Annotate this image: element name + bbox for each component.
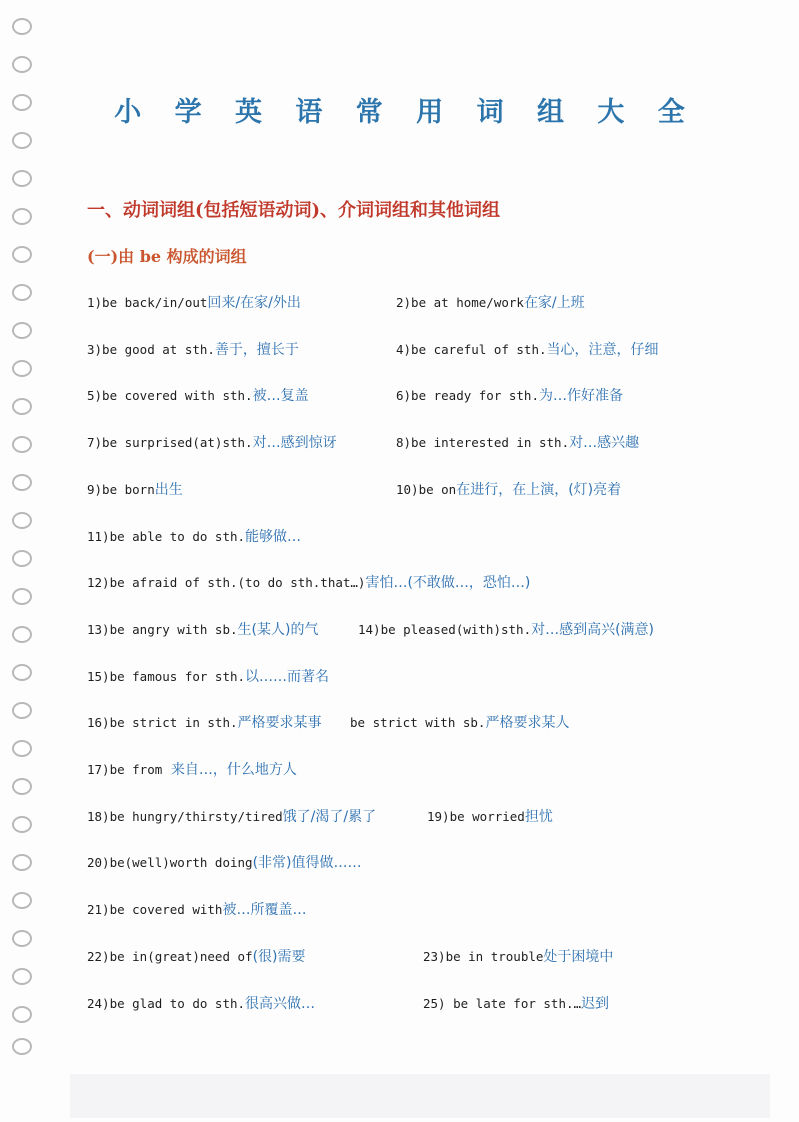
phrase-english: 15)be famous for sth.	[87, 669, 246, 684]
binding-ring	[12, 246, 32, 263]
phrase-chinese: 出生	[154, 482, 183, 498]
binding-ring	[12, 18, 32, 35]
phrase-chinese: 饿了/渴了/累了	[282, 809, 377, 825]
phrase-chinese: 处于困境中	[543, 949, 614, 965]
binding-ring	[12, 398, 32, 415]
phrase-chinese: (非常)值得做……	[252, 855, 362, 871]
binding-ring	[12, 588, 32, 605]
phrase-entry	[87, 480, 183, 500]
phrase-chinese: 在家/上班	[523, 295, 585, 311]
binding-ring	[12, 170, 32, 187]
phrase-entry	[358, 620, 654, 640]
phrase-chinese: 对…感到惊讶	[252, 435, 337, 451]
binding-ring	[12, 702, 32, 719]
phrase-entry	[87, 293, 301, 313]
phrase-chinese: 当心，注意，仔细	[546, 342, 659, 358]
phrase-english: 6)be ready for sth.	[396, 388, 539, 403]
phrase-english: 22)be in(great)need of	[87, 949, 253, 964]
binding-ring	[12, 1038, 32, 1055]
phrase-entry	[396, 480, 621, 500]
phrase-entry	[87, 667, 329, 687]
binding-ring	[12, 132, 32, 149]
binding-ring	[12, 892, 32, 909]
phrase-entry	[350, 713, 569, 733]
phrase-chinese: 善于，擅长于	[214, 342, 299, 358]
binding-ring	[12, 436, 32, 453]
phrase-entry	[427, 807, 553, 827]
phrase-entry	[396, 340, 659, 360]
binding-ring	[12, 474, 32, 491]
binding-ring	[12, 1006, 32, 1023]
binding-ring	[12, 778, 32, 795]
phrase-english: 10)be on	[396, 482, 457, 497]
binding-ring	[12, 740, 32, 757]
phrase-english: 7)be surprised(at)sth.	[87, 435, 253, 450]
phrase-entry	[87, 573, 530, 593]
phrase-chinese: 担忧	[524, 809, 553, 825]
phrase-chinese: 严格要求某人	[485, 715, 570, 731]
phrase-english: 25) be late for sth.…	[423, 996, 582, 1011]
phrase-english: 2)be at home/work	[396, 295, 524, 310]
phrase-english: 9)be born	[87, 482, 155, 497]
phrase-chinese: 对…感到高兴(满意)	[531, 622, 655, 638]
phrase-english: be strict with sb.	[350, 715, 486, 730]
phrase-entry	[396, 433, 639, 453]
phrase-english: 14)be pleased(with)sth.	[358, 622, 532, 637]
phrase-chinese: 对…感兴趣	[569, 435, 640, 451]
binding-ring	[12, 816, 32, 833]
phrase-entry	[87, 900, 306, 920]
binding-ring	[12, 56, 32, 73]
spiral-binding	[8, 18, 38, 1058]
phrase-entry	[87, 853, 362, 873]
phrase-entry	[87, 527, 301, 547]
phrase-chinese: 被…复盖	[252, 388, 309, 404]
phrase-entry	[87, 947, 306, 967]
binding-ring	[12, 968, 32, 985]
phrase-entry	[87, 620, 318, 640]
phrase-chinese: 来自…，什么地方人	[170, 762, 297, 778]
phrase-english: 20)be(well)worth doing	[87, 855, 253, 870]
phrase-english: 23)be in trouble	[423, 949, 544, 964]
phrase-entry	[87, 760, 297, 780]
binding-ring	[12, 930, 32, 947]
phrase-chinese: 很高兴做…	[245, 996, 316, 1012]
phrase-entry	[423, 994, 609, 1014]
phrase-chinese: 严格要求某事	[237, 715, 322, 731]
phrase-chinese: 生(某人)的气	[237, 622, 319, 638]
phrase-entry	[87, 994, 315, 1014]
section-heading: 一、动词词组(包括短语动词)、介词词组和其他词组	[87, 200, 501, 221]
phrase-english: 13)be angry with sb.	[87, 622, 238, 637]
phrase-english: 21)be covered with	[87, 902, 223, 917]
phrase-chinese: 在进行，在上演，(灯)亮着	[456, 482, 622, 498]
phrase-chinese: (很)需要	[252, 949, 306, 965]
phrase-entry	[423, 947, 613, 967]
document-title: 小 学 英 语 常 用 词 组 大 全	[114, 97, 697, 128]
binding-ring	[12, 664, 32, 681]
phrase-chinese: 回来/在家/外出	[207, 295, 301, 311]
phrase-english: 24)be glad to do sth.	[87, 996, 246, 1011]
phrase-english: 11)be able to do sth.	[87, 529, 246, 544]
phrase-english: 4)be careful of sth.	[396, 342, 547, 357]
binding-ring	[12, 208, 32, 225]
phrase-entry	[87, 433, 337, 453]
phrase-chinese: 害怕…(不敢做…，恐怕…)	[365, 575, 531, 591]
phrase-english: 1)be back/in/out	[87, 295, 208, 310]
phrase-english: 3)be good at sth.	[87, 342, 215, 357]
phrase-english: 18)be hungry/thirsty/tired	[87, 809, 283, 824]
phrase-chinese: 为…作好准备	[539, 388, 623, 404]
phrase-chinese: 能够做…	[245, 529, 302, 545]
binding-ring	[12, 626, 32, 643]
phrase-entry	[396, 293, 585, 313]
phrase-chinese: 被…所覆盖…	[222, 902, 307, 918]
phrase-english: 16)be strict in sth.	[87, 715, 238, 730]
phrase-chinese: 迟到	[581, 996, 610, 1012]
binding-ring	[12, 322, 32, 339]
binding-ring	[12, 360, 32, 377]
phrase-entry	[87, 340, 299, 360]
sub-heading: (一)由 be 构成的词组	[87, 247, 247, 266]
phrase-english: 5)be covered with sth.	[87, 388, 253, 403]
phrase-entry	[87, 713, 322, 733]
binding-ring	[12, 854, 32, 871]
binding-ring	[12, 284, 32, 301]
binding-ring	[12, 512, 32, 529]
phrase-entry	[87, 386, 309, 406]
phrase-english: 12)be afraid of sth.(to do sth.that…)	[87, 575, 366, 590]
phrase-chinese: 以……而著名	[245, 669, 330, 685]
phrase-english: 8)be interested in sth.	[396, 435, 570, 450]
scan-bottom-shadow	[70, 1074, 770, 1118]
binding-ring	[12, 550, 32, 567]
phrase-english: 17)be from	[87, 762, 163, 777]
phrase-entry	[87, 807, 376, 827]
phrase-entry	[396, 386, 623, 406]
phrase-english: 19)be worried	[427, 809, 525, 824]
